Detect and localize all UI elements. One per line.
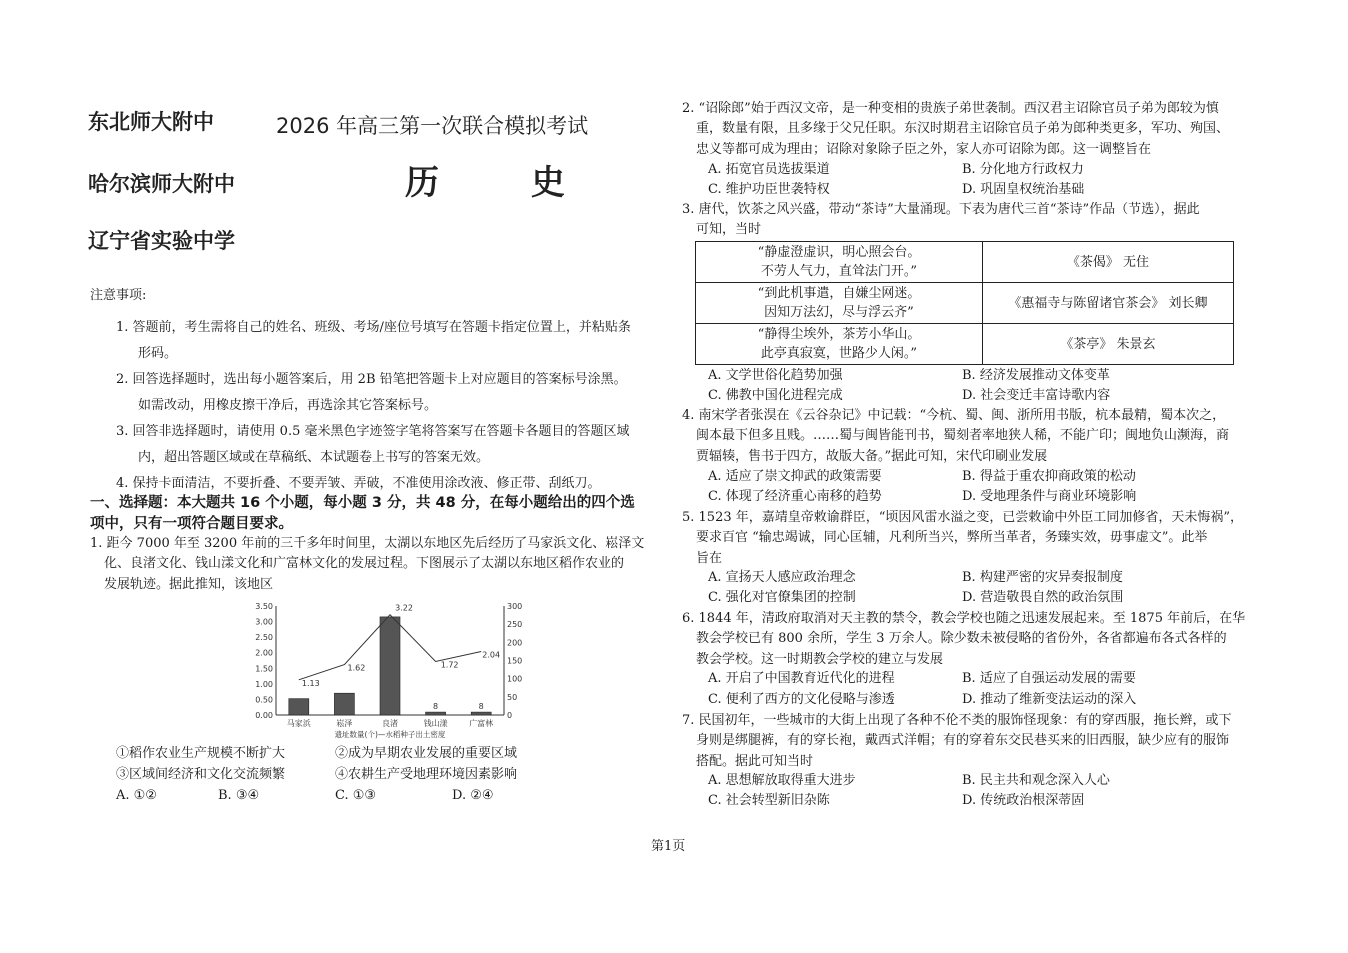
stem-line: 教会学校已有 800 余所，学生 3 万余人。除少数未被侵略的省份外，各省都遍布各式各样的: [696, 631, 1227, 647]
source-cell: 《茶偈》 无住: [983, 242, 1234, 283]
q7-option-b: B. 民主共和观念深入人心: [962, 773, 1110, 788]
stem-line: 忠义等都可成为理由；诏除对象除子臣之外，家人亦可诏除为郎。这一调整旨在: [696, 141, 1152, 157]
stem-line: 身则是绑腿裤，有的穿长袍，戴西式洋帽；有的穿着东交民巷买来的旧西服，缺少应有的服饰: [696, 733, 1230, 749]
line-point-label: 2.04: [482, 650, 501, 660]
left-axis-tick-label: 1.00: [255, 679, 273, 689]
stem-line: 发展轨迹。据此推知，该地区: [104, 576, 274, 592]
subject-title: 历 史: [405, 163, 605, 203]
q1-statement-2: ②成为早期农业发展的重要区域: [335, 746, 518, 761]
bar-1: [289, 699, 309, 715]
stem-line: 旨在: [696, 550, 723, 566]
q1-statement-3: ③区域间经济和文化交流频繁: [116, 767, 286, 782]
bar-3: [380, 617, 400, 715]
q2-option-c: C. 维护功臣世袭特权: [708, 182, 830, 197]
rice-farming-chart: [240, 598, 530, 743]
notice-item-3: [116, 419, 661, 471]
bar-5: [471, 712, 491, 715]
page-number: 第1页: [651, 839, 686, 854]
q1-option-b: B. ③④: [218, 788, 260, 803]
q4-option-d: D. 受地理条件与商业环境影响: [962, 489, 1137, 504]
q7-option-c: C. 社会转型新旧杂陈: [708, 793, 830, 808]
stem-line: 贾辐辏，售书于四方，故版大备。”据此可知，宋代印刷业发展: [696, 448, 1048, 464]
notice-line: 形码。: [138, 346, 178, 361]
stem-line: 3. 唐代，饮茶之风兴盛，带动“茶诗”大量涌现。下表为唐代三首“茶诗”作品（节选），据此: [682, 202, 1200, 217]
stem-line: 闽本最下但多且贱。……蜀与闽皆能刊书，蜀刻者率地狭人稀，不能广印；闽地负山濒海，商: [696, 428, 1230, 444]
category-label: 良渚: [382, 719, 398, 728]
stem-line: 5. 1523 年，嘉靖皇帝敕谕群臣，“顷因风雷水溢之变，已尝敕谕中外臣工同加修省，天未悔祸”，: [682, 510, 1244, 525]
q3-option-d: D. 社会变迁丰富诗歌内容: [962, 388, 1111, 403]
question-3-stem: [682, 200, 1262, 241]
bar-4: [426, 712, 446, 715]
notice-line: 1. 答题前，考生需将自己的姓名、班级、考场/座位号填写在答题卡指定位置上，并粘贴条: [116, 320, 631, 335]
stem-line: 搭配。据此可知当时: [696, 753, 814, 769]
q5-option-d: D. 营造敬畏自然的政治氛围: [962, 590, 1124, 605]
q7-option-a: A. 思想解放取得重大进步: [708, 773, 856, 788]
left-axis-tick-label: 3.00: [255, 617, 273, 627]
q1-option-a: A. ①②: [116, 788, 157, 803]
q4-option-b: B. 得益于重农抑商政策的松动: [962, 469, 1136, 484]
q3-option-a: A. 文学世俗化趋势加强: [708, 368, 843, 383]
stem-line: 教会学校。这一时期教会学校的建立与发展: [696, 651, 944, 667]
question-2-stem: [682, 99, 1262, 160]
q6-option-c: C. 便利了西方的文化侵略与渗透: [708, 692, 895, 707]
q4-option-c: C. 体现了经济重心南移的趋势: [708, 489, 882, 504]
category-label: 钱山漾: [423, 719, 448, 728]
bar-2: [334, 693, 354, 715]
question-7-stem: [682, 711, 1262, 772]
notice-line: 2. 回答选择题时，选出每小题答案后，用 2B 铅笔把答题卡上对应题目的答案标号涂黑。: [116, 372, 627, 387]
q2-option-b: B. 分化地方行政权力: [962, 162, 1084, 177]
q5-option-a: A. 宣扬天人感应政治理念: [708, 570, 856, 585]
right-axis-tick-label: 100: [507, 674, 523, 684]
notice-item-2: [116, 367, 661, 419]
notice-line: 4. 保持卡面清洁，不要折叠、不要弄皱、弄破，不准使用涂改液、修正带、刮纸刀。: [116, 476, 601, 491]
stem-line: 化、良渚文化、钱山漾文化和广富林文化的发展过程。下图展示了太湖以东地区稻作农业的: [104, 556, 625, 572]
source-cell: 《惠福寺与陈留诸官茶会》 刘长卿: [983, 283, 1234, 324]
left-axis-tick-label: 0.00: [255, 711, 273, 720]
table-row: [696, 242, 1234, 283]
right-axis-tick-label: 300: [507, 602, 523, 611]
right-axis-tick-label: 250: [507, 620, 523, 630]
left-axis-tick-label: 3.50: [255, 602, 273, 611]
bar-label: 8: [433, 702, 439, 712]
poem-line: “静虚澄虚识，明心照会台。: [757, 245, 921, 260]
stem-line: 可知，当时: [696, 222, 762, 238]
school-name-2: 哈尔滨师大附中: [88, 172, 235, 196]
exam-title: 2026 年高三第一次联合模拟考试: [276, 114, 589, 138]
notice-line: 3. 回答非选择题时，请使用 0.5 毫米黑色字迹签字笔将答案写在答题卡各题目的答题区域: [116, 424, 630, 439]
q4-option-a: A. 适应了崇文抑武的政策需要: [708, 469, 882, 484]
notice-item-1: [116, 315, 661, 367]
right-axis-tick-label: 150: [507, 656, 523, 666]
stem-line: 2. “诏除郎”始于西汉文帝，是一种变相的贵族子弟世袭制。西汉君主诏除官员子弟为郎较为慎: [682, 101, 1219, 116]
poem-cell: [696, 242, 983, 283]
line-point-label: 1.72: [440, 660, 459, 670]
notice-line: 如需改动，用橡皮擦干净后，再选涂其它答案标号。: [138, 398, 438, 413]
left-axis-tick-label: 0.50: [255, 695, 273, 705]
notice-line: 内，超出答题区域或在草稿纸、本试题卷上书写的答案无效。: [138, 450, 490, 465]
poem-cell: [696, 283, 983, 324]
tea-poems-table: [695, 241, 1234, 365]
right-axis-tick-label: 50: [507, 692, 518, 702]
q5-option-c: C. 强化对官僚集团的控制: [708, 590, 856, 605]
stem-line: 7. 民国初年，一些城市的大街上出现了各种不伦不类的服饰怪现象：有的穿西服，拖长辫，或下: [682, 713, 1232, 728]
q6-option-b: B. 适应了自强运动发展的需要: [962, 671, 1136, 686]
stem-line: 6. 1844 年，清政府取消对天主教的禁令，教会学校也随之迅速发展起来。至 1875 年前后，在华: [682, 611, 1246, 626]
school-name-3: 辽宁省实验中学: [88, 229, 235, 253]
left-axis-tick-label: 1.50: [255, 664, 273, 674]
q2-option-d: D. 巩固皇权统治基础: [962, 182, 1085, 197]
q5-option-b: B. 构建严密的灾异奏报制度: [962, 570, 1123, 585]
left-axis-tick-label: 2.00: [255, 648, 273, 658]
question-4-stem: [682, 406, 1262, 467]
q1-option-d: D. ②④: [452, 788, 494, 803]
school-name-1: 东北师大附中: [88, 110, 214, 134]
line-point-label: 3.22: [395, 603, 413, 613]
category-label: 崧泽: [336, 719, 353, 728]
category-label: 广富林: [469, 719, 494, 728]
section-heading-line: 一、选择题：本大题共 16 个小题，每小题 3 分，共 48 分，在每小题给出的四个选: [90, 495, 635, 511]
section-heading-line: 项中，只有一项符合题目要求。: [90, 516, 293, 532]
q3-option-b: B. 经济发展推动文体变革: [962, 368, 1110, 383]
poem-line: 此亭真寂寞，世路少人闲。”: [760, 346, 918, 361]
table-row: [696, 283, 1234, 324]
q1-statement-4: ④农耕生产受地理环境因素影响: [335, 767, 518, 782]
source-cell: 《茶亭》 朱景玄: [983, 324, 1234, 365]
left-axis-tick-label: 2.50: [255, 633, 273, 643]
line-point-label: 1.62: [347, 663, 366, 673]
poem-cell: [696, 324, 983, 365]
right-axis-tick-label: 0: [507, 711, 513, 720]
q3-option-c: C. 佛教中国化进程完成: [708, 388, 843, 403]
table-row: [696, 324, 1234, 365]
line-point-label: 1.13: [301, 678, 320, 688]
stem-line: 重，数量有限，且多缘于父兄任职。东汉时期君主诏除官员子弟为郎种类更多，军功、殉国、: [696, 121, 1230, 137]
poem-line: 因知万法幻，尽与浮云齐”: [764, 305, 914, 320]
stem-line: 1. 距今 7000 年至 3200 年前的三千多年时间里，太湖以东地区先后经历了马家浜文化、崧泽文: [90, 536, 645, 551]
poem-line: “静得尘埃外，茶芳小华山。: [757, 327, 921, 342]
stem-line: 要求百官 “输忠竭诚，同心匡辅，凡利所当兴，弊所当革者，务臻实效，毋事虚文”。此举: [696, 530, 1208, 546]
poem-line: 不劳人气力，直耸法门开。”: [760, 264, 918, 279]
category-label: 马家浜: [286, 719, 311, 728]
bar-label: 8: [478, 702, 484, 712]
question-6-stem: [682, 609, 1262, 670]
poem-line: “到此机事遣，自嫌尘网迷。: [757, 286, 921, 301]
q6-option-d: D. 推动了维新变法运动的深入: [962, 692, 1137, 707]
right-axis-tick-label: 200: [507, 638, 523, 648]
x-axis-title: 遗址数量(个)—水稻种子出土密度: [334, 730, 446, 739]
stem-line: 4. 南宋学者张淏在《云谷杂记》中记载：“今杭、蜀、闽、浙所用书版，杭本最精，蜀本次之，: [682, 408, 1226, 423]
q1-option-c: C. ①③: [335, 788, 377, 803]
notice-heading: 注意事项:: [90, 288, 147, 303]
question-5-stem: [682, 508, 1262, 569]
question-1-stem: [90, 534, 665, 595]
q1-statement-1: ①稻作农业生产规模不断扩大: [116, 746, 286, 761]
section-heading: [90, 493, 660, 535]
q2-option-a: A. 拓宽官员选拔渠道: [708, 162, 830, 177]
q6-option-a: A. 开启了中国教育近代化的进程: [708, 671, 895, 686]
q7-option-d: D. 传统政治根深蒂固: [962, 793, 1085, 808]
